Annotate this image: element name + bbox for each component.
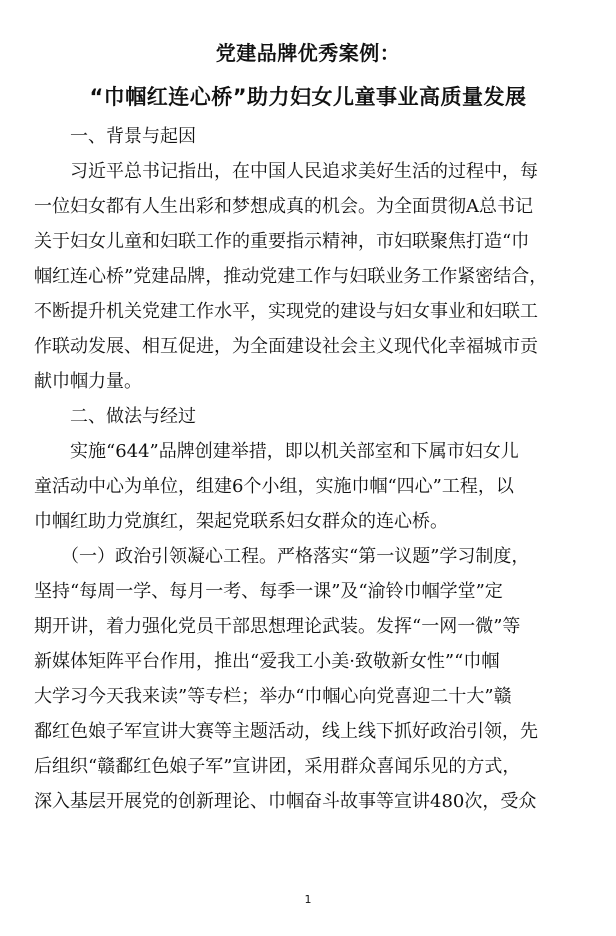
- body-line: 坚持“每周一学、每月一考、每季一课”及“渝铃巾帼学堂”定: [34, 581, 503, 602]
- section-heading-background: 一、背景与起因: [34, 126, 196, 147]
- body-line: 童活动中心为单位，组建6个小组，实施巾帼“四心”工程，以: [34, 476, 514, 497]
- page-number: 1: [304, 893, 312, 906]
- body-line: 献巾帼力量。: [34, 371, 142, 392]
- body-line: 帼红连心桥”党建品牌，推动党建工作与妇联业务工作紧密结合，: [34, 266, 548, 287]
- body-line: 关于妇女儿童和妇联工作的重要指示精神，市妇联聚焦打造“巾: [34, 231, 530, 252]
- section-heading-methods: 二、做法与经过: [34, 406, 196, 427]
- body-line: 大学习今天我来读”等专栏；举办“巾帼心向党喜迎二十大”赣: [34, 686, 512, 707]
- document-title-line1: 党建品牌优秀案例：: [215, 41, 401, 65]
- body-line: 作联动发展、相互促进，为全面建设社会主义现代化幸福城市贡: [34, 336, 538, 357]
- body-line: 新媒体矩阵平台作用，推出“爱我工小美·致敬新女性”“巾帼: [34, 651, 500, 672]
- body-line: 一位妇女都有人生出彩和梦想成真的机会。为全面贯彻A总书记: [34, 196, 533, 217]
- body-line: 期开讲，着力强化党员干部思想理论武装。发挥“一网一微”等: [34, 616, 521, 637]
- body-line: 深入基层开展党的创新理论、巾帼奋斗故事等宣讲480次，受众: [34, 791, 537, 812]
- body-line: 实施“644”品牌创建举措，即以机关部室和下属市妇女儿: [34, 441, 519, 462]
- document-title-line2: “巾帼红连心桥”助力妇女儿童事业高质量发展: [89, 85, 527, 109]
- body-line: 后组织“赣鄱红色娘子军”宣讲团，采用群众喜闻乐见的方式，: [34, 756, 521, 777]
- body-line: 巾帼红助力党旗红，架起党联系妇女群众的连心桥。: [34, 511, 448, 532]
- body-line: 习近平总书记指出，在中国人民追求美好生活的过程中，每: [34, 161, 538, 182]
- body-line: 不断提升机关党建工作水平，实现党的建设与妇女事业和妇联工: [34, 301, 538, 322]
- subsection-heading-line: （一）政治引领凝心工程。严格落实“第一议题”学习制度，: [34, 546, 530, 567]
- body-line: 鄱红色娘子军宣讲大赛等主题活动，线上线下抓好政治引领，先: [34, 721, 538, 742]
